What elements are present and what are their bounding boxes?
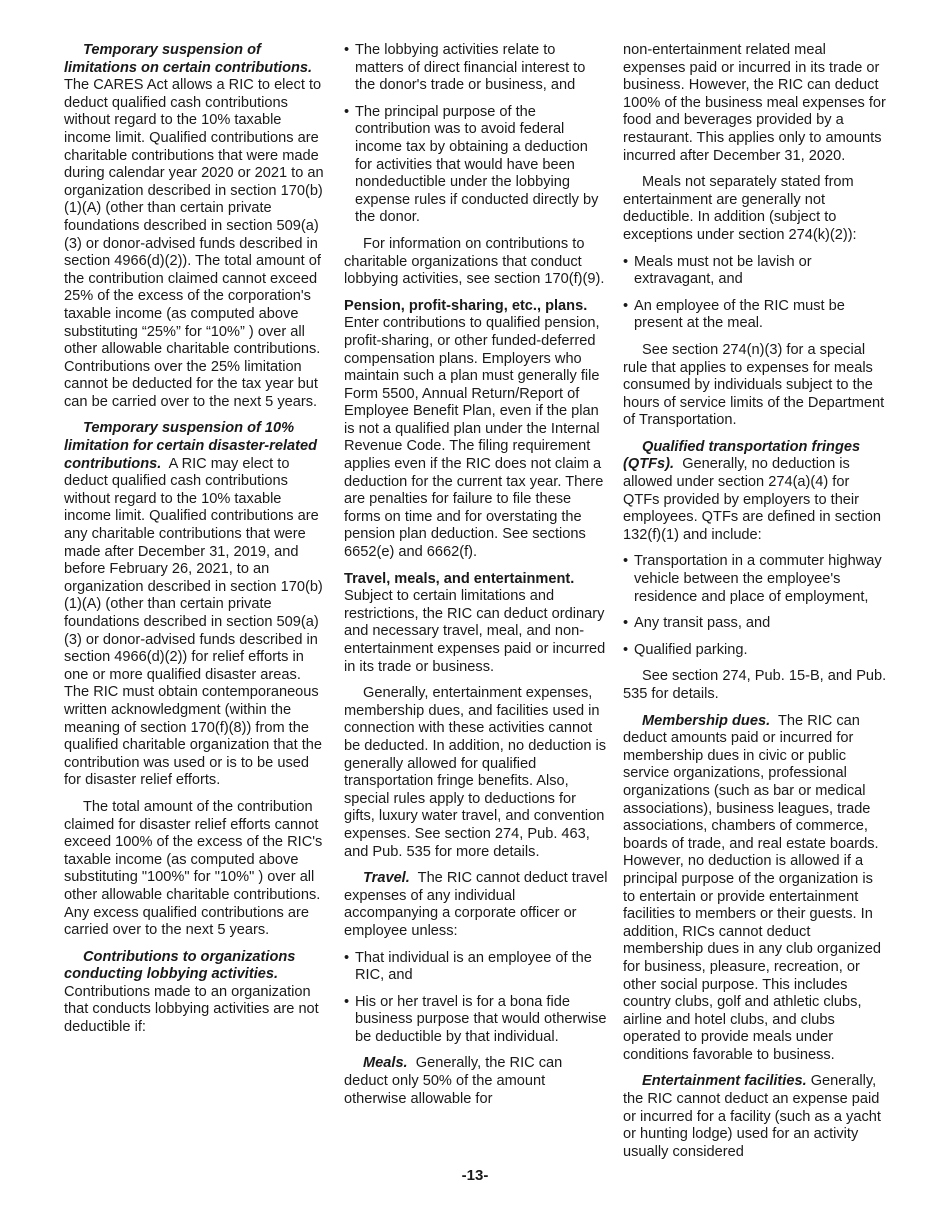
section-heading: Pension, profit-sharing, etc., plans. <box>344 297 588 314</box>
run-in-heading: Qualified transportation fringes (QTFs). <box>623 438 861 473</box>
run-in-heading: Temporary suspension of limitations on certain contributions. <box>64 42 313 76</box>
paragraph-text: Contributions made to an organization that conducts lobbying activities are not deductible if: <box>64 983 319 1036</box>
paragraph-special-rule: See section 274(n)(3) for a special rule that applies to expenses for meals consumed by individuals subject to the hours of service limits of the Department of Transportation. <box>623 341 885 429</box>
paragraph-meals-continued: non-entertainment related meal expenses paid or incurred in its trade or business. However, the RIC can deduct 100% of the business meal expenses for food and beverages provided by a restaurant. This applies only to amounts incurred after December 31, 2020. <box>623 42 886 164</box>
paragraph-lobbying <box>64 949 328 1037</box>
bullet-item: • Qualified parking. <box>623 642 887 660</box>
run-in-heading: Membership dues. <box>642 712 771 729</box>
bullet-item: • Meals must not be lavish or extravagant, and <box>623 254 887 289</box>
paragraph-travel-meals <box>344 571 608 677</box>
run-in-heading: Temporary suspension of 10% limitation for certain disaster-related contributions. <box>64 420 318 472</box>
run-in-heading: Entertainment facilities. <box>642 1073 807 1090</box>
run-in-heading: Contributions to organizations conducting lobbying activities. <box>64 948 296 983</box>
section-heading: Travel, meals, and entertainment. <box>344 570 575 587</box>
paragraph-text: The RIC cannot deduct travel expenses of any individual accompanying a corporate officer or employee unless: <box>344 870 608 939</box>
paragraph-cares-act <box>64 42 328 411</box>
paragraph-entertainment: Generally, entertainment expenses, membership dues, and facilities used in connection with these activities cannot be deducted. In addition, no deduction is generally allowed for qualified transportation fringe benefits. Also, special rules apply to deductions for gifts, luxury water travel, and convention expenses. See section 274, Pub. 463, and Pub. 535 for more details. <box>344 685 607 860</box>
paragraph-travel <box>344 870 608 940</box>
column-middle <box>344 42 608 1117</box>
paragraph-see-section: See section 274, Pub. 15-B, and Pub. 535 for details. <box>623 668 887 702</box>
column-right <box>623 42 887 1170</box>
page-number: -13- <box>461 1167 489 1184</box>
run-in-heading: Travel. <box>363 870 410 887</box>
paragraph-text: Subject to certain limitations and restrictions, the RIC can deduct ordinary and necessary travel, meal, and non-entertainment expenses paid or incurred in its trade or business. <box>344 588 606 675</box>
bullet-item: • The lobbying activities relate to matters of direct financial interest to the donor's trade or business, and <box>344 42 608 95</box>
paragraph-text: Generally, no deduction is allowed under section 274(a)(4) for QTFs provided by employers to their employees. QTFs are defined in section 132(f)(1) and include: <box>623 456 881 543</box>
run-in-heading: Meals. <box>363 1055 408 1072</box>
bullet-item: • That individual is an employee of the RIC, and <box>344 950 608 985</box>
paragraph-pension <box>344 298 608 562</box>
paragraph-meals-not-stated: Meals not separately stated from entertainment are generally not deductible. In addition (subject to exceptions under section 274(k)(2)): <box>623 174 857 243</box>
bullet-item: • Transportation in a commuter highway vehicle between the employee's residence and place of employment, <box>623 553 887 606</box>
paragraph-disaster-contributions <box>64 420 328 789</box>
paragraph-text: Generally, the RIC cannot deduct an expense paid or incurred for a facility (such as a yacht or hunting lodge) used for an activity usually considered <box>623 1073 881 1160</box>
bullet-item: • The principal purpose of the contribution was to avoid federal income tax by obtaining a deduction for activities that would have been nondeductible under the lobbying expense rules if conducted directly by the donor. <box>344 104 608 227</box>
paragraph-membership-dues <box>623 713 887 1065</box>
paragraph-meals <box>344 1055 608 1108</box>
paragraph-text: The CARES Act allows a RIC to elect to deduct qualified cash contributions without regard to the 10% taxable income limit. Qualified contributions are charitable contributions that were made during calendar year 2020 or 2021 to an organization described in section 170(b)(1)(A) (other than certain private foundations described in section 509(a)(3) or donor-advised funds described in section 4966(d)(2)). The total amount of the contribution claimed cannot exceed 25% of the excess of the corporation's taxable income (as computed above substituting “25%” for “10%” ) over all other allowable charitable contributions. Contributions over the 25% limitation cannot be deducted for the tax year but can be carried over to the next 5 years. <box>64 77 324 410</box>
paragraph-qtfs <box>623 439 887 545</box>
column-left <box>64 42 328 1046</box>
bullet-item: • An employee of the RIC must be present at the meal. <box>623 298 887 333</box>
paragraph-text: A RIC may elect to deduct qualified cash contributions without regard to the 10% taxable income limit. Qualified contributions are any charitable contributions that were made after December 31, 2019, and before February 26, 2021, to an organization described in section 170(b)(1)(A) (other than certain private foundations described in section 509(a)(3) or donor-advised funds described in section 4966(d)(2)) for relief efforts in one or more qualified disaster areas. The RIC must obtain contemporaneous written acknowledgment (within the meaning of section 170(f)(8)) from the qualified charitable organization that the contribution was used or is to be used for disaster relief efforts. <box>64 455 323 789</box>
paragraph-text: The RIC can deduct amounts paid or incurred for membership dues in civic or public service organizations, professional organizations (such as bar or medical associations), business leagues, trade associations, chambers of commerce, boards of trade, and real estate boards. However, no deduction is allowed if a principal purpose of the organization is to entertain or provide entertainment facilities to members or their guests. In addition, RICs cannot deduct membership dues in any club organized for business, pleasure, recreation, or other social purpose. This includes country clubs, golf and athletic clubs, airline and hotel clubs, and clubs operated to provide meals under conditions favorable to business. <box>623 712 881 1063</box>
bullet-item: • Any transit pass, and <box>623 615 887 633</box>
paragraph-entertainment-facilities <box>623 1073 887 1161</box>
paragraph-text: Generally, the RIC can deduct only 50% of the amount otherwise allowable for <box>344 1055 563 1107</box>
paragraph-disaster-limit: The total amount of the contribution claimed for disaster relief efforts cannot exceed 100% of the excess of the RIC's taxable income (as computed above substituting "100%" for "10%" ) over all other allowable charitable contributions. Any excess qualified contributions are carried over to the next 5 years. <box>64 798 323 939</box>
paragraph-lobbying-info: For information on contributions to charitable organizations that conduct lobbying activities, see section 170(f)(9). <box>344 235 605 288</box>
bullet-item: • His or her travel is for a bona fide business purpose that would otherwise be deductible by that individual. <box>344 994 608 1047</box>
paragraph-text: Enter contributions to qualified pension, profit-sharing, or other funded-deferred compensation plans. Employers who maintain such a plan must generally file Form 5500, Annual Return/Report of Employee Benefit Plan, even if the plan is not a qualified plan under the Internal Revenue Code. The filing requirement applies even if the RIC does not claim a deduction for the current tax year. There are penalties for failure to file these forms on time and for overstating the pension plan deduction. See sections 6652(e) and 6662(f). <box>344 315 604 561</box>
